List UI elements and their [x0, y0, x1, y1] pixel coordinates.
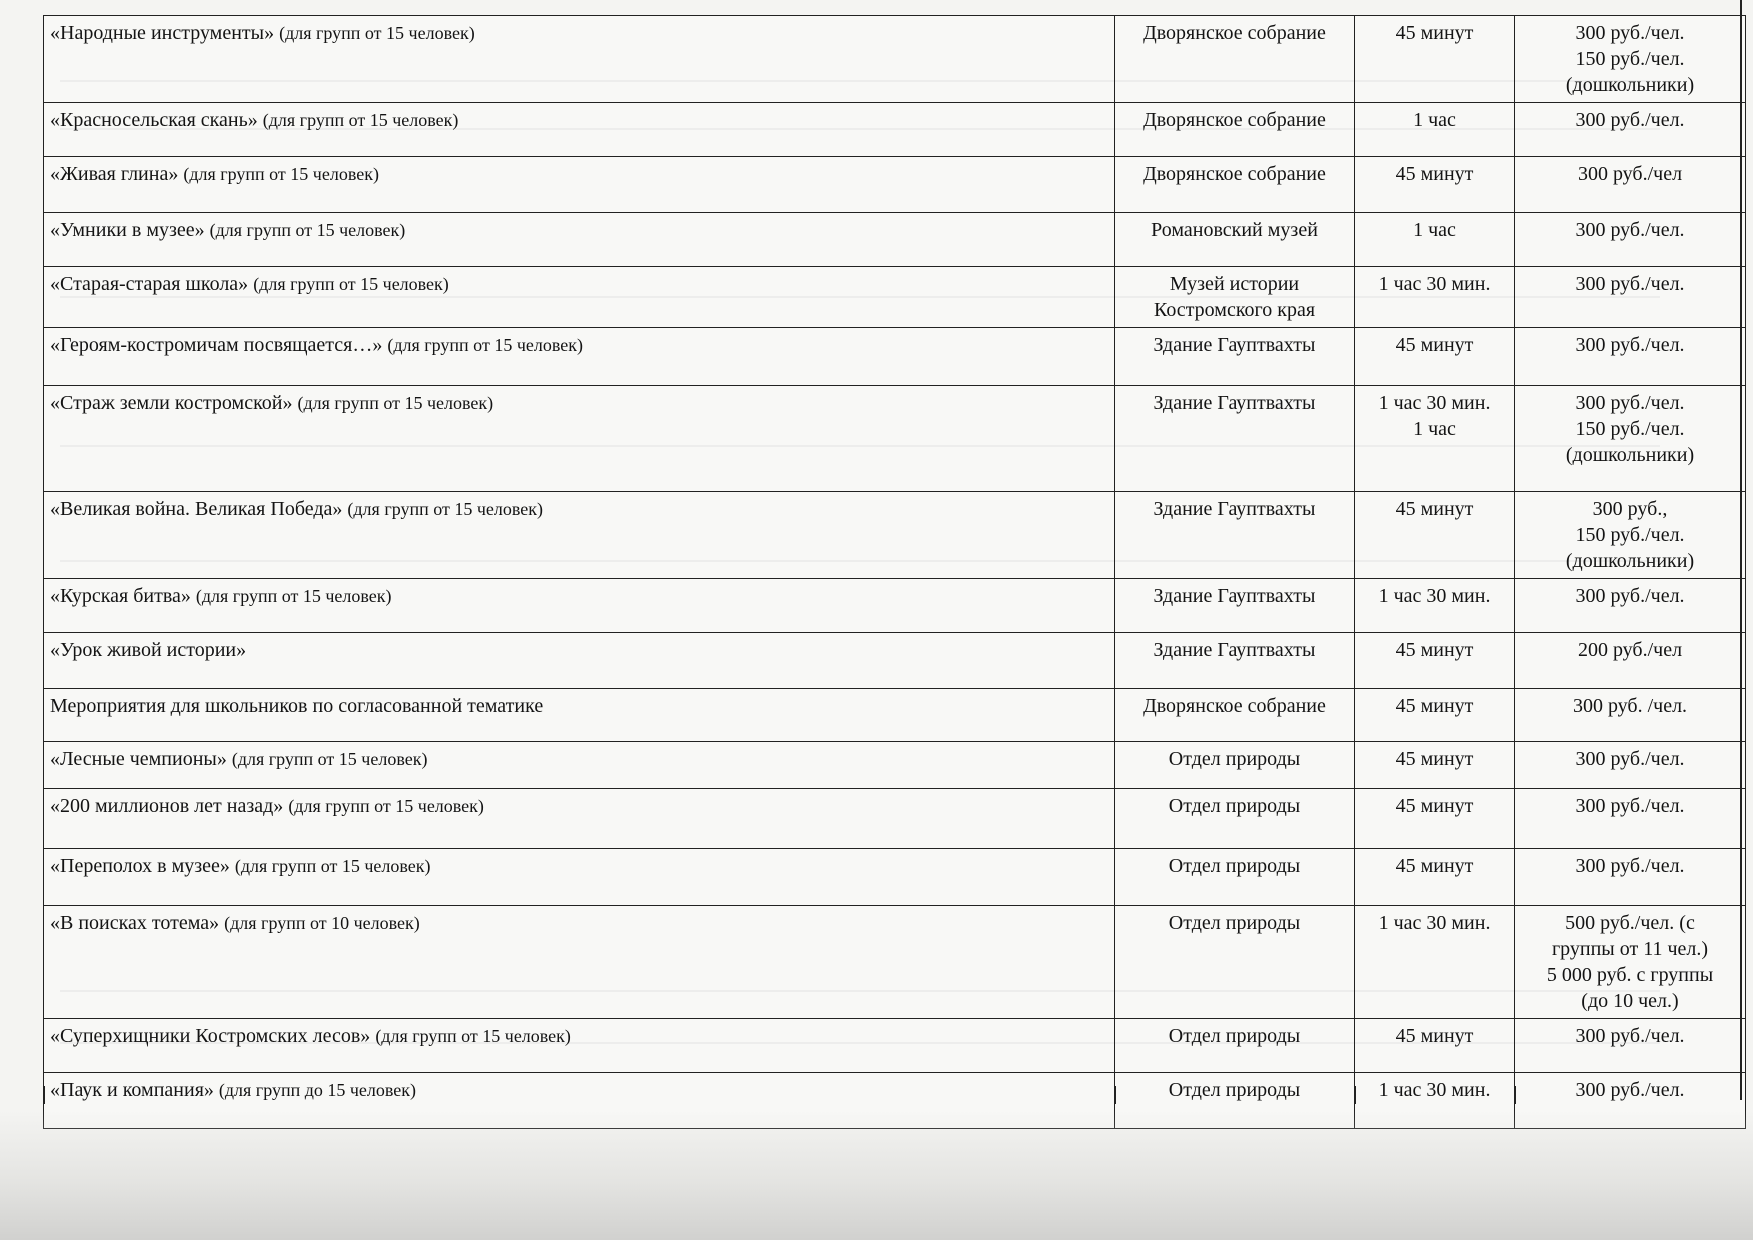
- program-name-cell: [44, 16, 1115, 103]
- group-size-note: (для групп от 10 человек): [224, 913, 420, 933]
- venue-cell: Здание Гауптвахты: [1115, 633, 1355, 689]
- group-size-note: (для групп от 15 человек): [347, 499, 544, 519]
- group-size-note: (для групп от 15 человек): [262, 110, 459, 130]
- program-title: «Живая глина»: [50, 163, 179, 185]
- price-cell: [1515, 267, 1746, 328]
- table-row: [44, 579, 1746, 633]
- price-cell: [1515, 906, 1746, 1019]
- table-row: [44, 1019, 1746, 1073]
- venue-cell: Романовский музей: [1115, 213, 1355, 267]
- program-name-cell: [44, 213, 1115, 267]
- duration-cell: [1355, 103, 1515, 157]
- price-line: 150 руб./чел.: [1575, 524, 1685, 546]
- duration-cell: [1355, 267, 1515, 328]
- program-title: «Старая-старая школа»: [50, 273, 249, 295]
- table-row: [44, 386, 1746, 492]
- duration-cell: [1355, 849, 1515, 906]
- duration-cell: [1355, 689, 1515, 742]
- program-title: «Паук и компания»: [50, 1079, 214, 1101]
- venue-cell: Здание Гауптвахты: [1115, 492, 1355, 579]
- venue-cell: Дворянское собрание: [1115, 157, 1355, 213]
- price-cell: [1515, 579, 1746, 633]
- table-right-border: [1740, 0, 1742, 1100]
- duration-cell: [1355, 742, 1515, 789]
- program-title: «В поисках тотема»: [50, 912, 220, 934]
- group-size-note: (для групп от 15 человек): [231, 749, 428, 769]
- venue-cell: Музей истории Костромского края: [1115, 267, 1355, 328]
- program-title: «Умники в музее»: [50, 219, 205, 241]
- duration-cell: [1355, 579, 1515, 633]
- duration-cell: [1355, 157, 1515, 213]
- program-title: «Великая война. Великая Победа»: [50, 498, 343, 520]
- duration-line: 45 минут: [1395, 22, 1474, 44]
- table-row: [44, 267, 1746, 328]
- program-name-cell: [44, 103, 1115, 157]
- duration-cell: [1355, 789, 1515, 849]
- group-size-note: (для групп от 15 человек): [297, 393, 494, 413]
- price-line: 300 руб./чел.: [1575, 855, 1685, 877]
- price-line: 150 руб./чел.: [1575, 48, 1685, 70]
- price-cell: [1515, 103, 1746, 157]
- venue-cell: Дворянское собрание: [1115, 689, 1355, 742]
- price-line: 300 руб./чел.: [1575, 1025, 1685, 1047]
- program-title: «Переполох в музее»: [50, 855, 230, 877]
- program-title: «Лесные чемпионы»: [50, 748, 227, 770]
- duration-line: 45 минут: [1395, 695, 1474, 717]
- program-title: «200 миллионов лет назад»: [50, 795, 284, 817]
- venue-cell: Отдел природы: [1115, 1019, 1355, 1073]
- program-name-cell: [44, 1019, 1115, 1073]
- table-row: [44, 633, 1746, 689]
- price-line: 300 руб./чел.: [1575, 795, 1685, 817]
- price-line: 300 руб./чел.: [1575, 392, 1685, 414]
- price-cell: [1515, 492, 1746, 579]
- duration-line: 1 час 30 мин.: [1378, 273, 1491, 295]
- duration-line: 1 час: [1413, 418, 1456, 440]
- duration-line: 45 минут: [1395, 498, 1474, 520]
- duration-cell: [1355, 386, 1515, 492]
- price-cell: [1515, 16, 1746, 103]
- venue-cell: Отдел природы: [1115, 906, 1355, 1019]
- program-name-cell: [44, 849, 1115, 906]
- program-name-cell: [44, 386, 1115, 492]
- duration-line: 45 минут: [1395, 855, 1474, 877]
- venue-cell: Дворянское собрание: [1115, 16, 1355, 103]
- price-cell: [1515, 689, 1746, 742]
- group-size-note: (для групп от 15 человек): [279, 23, 475, 43]
- table-row: [44, 689, 1746, 742]
- price-cell: [1515, 849, 1746, 906]
- price-line: 300 руб./чел: [1577, 163, 1683, 185]
- venue-cell: Здание Гауптвахты: [1115, 386, 1355, 492]
- table-row: [44, 492, 1746, 579]
- program-name-cell: [44, 157, 1115, 213]
- program-title: «Суперхищники Костромских лесов»: [50, 1025, 371, 1047]
- price-line: группы от 11 чел.): [1551, 938, 1709, 960]
- duration-line: 45 минут: [1395, 334, 1474, 356]
- duration-cell: [1355, 16, 1515, 103]
- group-size-note: (для групп от 15 человек): [253, 274, 449, 294]
- price-line: 300 руб./чел.: [1575, 219, 1685, 241]
- group-size-note: (для групп от 15 человек): [183, 164, 379, 184]
- scan-shadow: [0, 1110, 1753, 1240]
- duration-line: 1 час 30 мин.: [1378, 585, 1491, 607]
- price-line: 500 руб./чел. (с: [1565, 912, 1695, 934]
- price-line: 5 000 руб. с группы: [1546, 964, 1714, 986]
- price-line: 300 руб./чел.: [1575, 273, 1685, 295]
- price-line: 300 руб. /чел.: [1572, 695, 1688, 717]
- venue-cell: Отдел природы: [1115, 789, 1355, 849]
- duration-line: 1 час 30 мин.: [1378, 912, 1491, 934]
- duration-line: 45 минут: [1395, 1025, 1474, 1047]
- program-title: «Героям-костромичам посвящается…»: [50, 334, 383, 356]
- venue-cell: Здание Гауптвахты: [1115, 328, 1355, 386]
- duration-line: 45 минут: [1395, 748, 1474, 770]
- venue-cell: Дворянское собрание: [1115, 103, 1355, 157]
- duration-line: 1 час: [1413, 109, 1456, 131]
- price-line: 300 руб./чел.: [1575, 1079, 1685, 1101]
- table-bottom-stub: [1354, 1086, 1356, 1104]
- venue-cell: Отдел природы: [1115, 849, 1355, 906]
- price-cell: [1515, 742, 1746, 789]
- table-bottom-stub: [1114, 1086, 1116, 1104]
- price-line: 300 руб./чел.: [1575, 22, 1685, 44]
- table-row: [44, 16, 1746, 103]
- program-name-cell: [44, 789, 1115, 849]
- price-cell: [1515, 157, 1746, 213]
- program-name-cell: [44, 689, 1115, 742]
- program-name-cell: [44, 633, 1115, 689]
- duration-line: 45 минут: [1395, 795, 1474, 817]
- program-title: «Народные инструменты»: [50, 22, 275, 44]
- group-size-note: (для групп от 15 человек): [234, 856, 431, 876]
- table-body: [44, 16, 1746, 1129]
- table-row: [44, 157, 1746, 213]
- program-title: «Урок живой истории»: [50, 639, 247, 661]
- price-line: 200 руб./чел: [1577, 639, 1683, 661]
- table-row: [44, 213, 1746, 267]
- duration-cell: [1355, 633, 1515, 689]
- price-cell: [1515, 633, 1746, 689]
- program-title: «Страж земли костромской»: [50, 392, 293, 414]
- price-line: 150 руб./чел.: [1575, 418, 1685, 440]
- table-row: [44, 742, 1746, 789]
- duration-line: 1 час 30 мин.: [1378, 1079, 1491, 1101]
- price-cell: [1515, 1019, 1746, 1073]
- duration-line: 1 час 30 мин.: [1378, 392, 1491, 414]
- program-title: Мероприятия для школьников по согласованной тематике: [50, 695, 544, 717]
- program-name-cell: [44, 492, 1115, 579]
- table-row: [44, 906, 1746, 1019]
- program-name-cell: [44, 906, 1115, 1019]
- price-line: (до 10 чел.): [1581, 990, 1679, 1012]
- table-bottom-stub: [1514, 1086, 1516, 1104]
- program-name-cell: [44, 579, 1115, 633]
- program-name-cell: [44, 328, 1115, 386]
- price-line: 300 руб./чел.: [1575, 334, 1685, 356]
- group-size-note: (для групп от 15 человек): [209, 220, 406, 240]
- venue-cell: Отдел природы: [1115, 1073, 1355, 1129]
- table-row: [44, 103, 1746, 157]
- duration-cell: [1355, 328, 1515, 386]
- duration-line: 45 минут: [1395, 163, 1474, 185]
- table-bottom-stub: [43, 1086, 45, 1104]
- price-line: 300 руб./чел.: [1575, 585, 1685, 607]
- group-size-note: (для групп от 15 человек): [195, 586, 392, 606]
- program-name-cell: [44, 267, 1115, 328]
- duration-cell: [1355, 906, 1515, 1019]
- group-size-note: (для групп до 15 человек): [218, 1080, 417, 1100]
- group-size-note: (для групп от 15 человек): [375, 1026, 571, 1046]
- price-line: 300 руб./чел.: [1575, 748, 1685, 770]
- price-cell: [1515, 328, 1746, 386]
- program-name-cell: [44, 742, 1115, 789]
- program-title: «Курская битва»: [50, 585, 191, 607]
- venue-cell: Отдел природы: [1115, 742, 1355, 789]
- program-title: «Красносельская скань»: [50, 109, 258, 131]
- table-row: [44, 789, 1746, 849]
- duration-cell: [1355, 492, 1515, 579]
- table-row: [44, 328, 1746, 386]
- group-size-note: (для групп от 15 человек): [387, 335, 583, 355]
- duration-cell: [1355, 1019, 1515, 1073]
- duration-cell: [1355, 213, 1515, 267]
- duration-line: 45 минут: [1395, 639, 1474, 661]
- venue-cell: Здание Гауптвахты: [1115, 579, 1355, 633]
- price-cell: [1515, 386, 1746, 492]
- group-size-note: (для групп от 15 человек): [288, 796, 484, 816]
- price-line: (дошкольники): [1565, 550, 1695, 572]
- duration-line: 1 час: [1413, 219, 1456, 241]
- price-cell: [1515, 213, 1746, 267]
- price-line: 300 руб./чел.: [1575, 109, 1685, 131]
- table-row: [44, 849, 1746, 906]
- price-cell: [1515, 789, 1746, 849]
- excursion-price-table: [43, 15, 1746, 1129]
- price-line: (дошкольники): [1565, 444, 1695, 466]
- price-line: (дошкольники): [1565, 74, 1695, 96]
- price-line: 300 руб.,: [1592, 498, 1668, 520]
